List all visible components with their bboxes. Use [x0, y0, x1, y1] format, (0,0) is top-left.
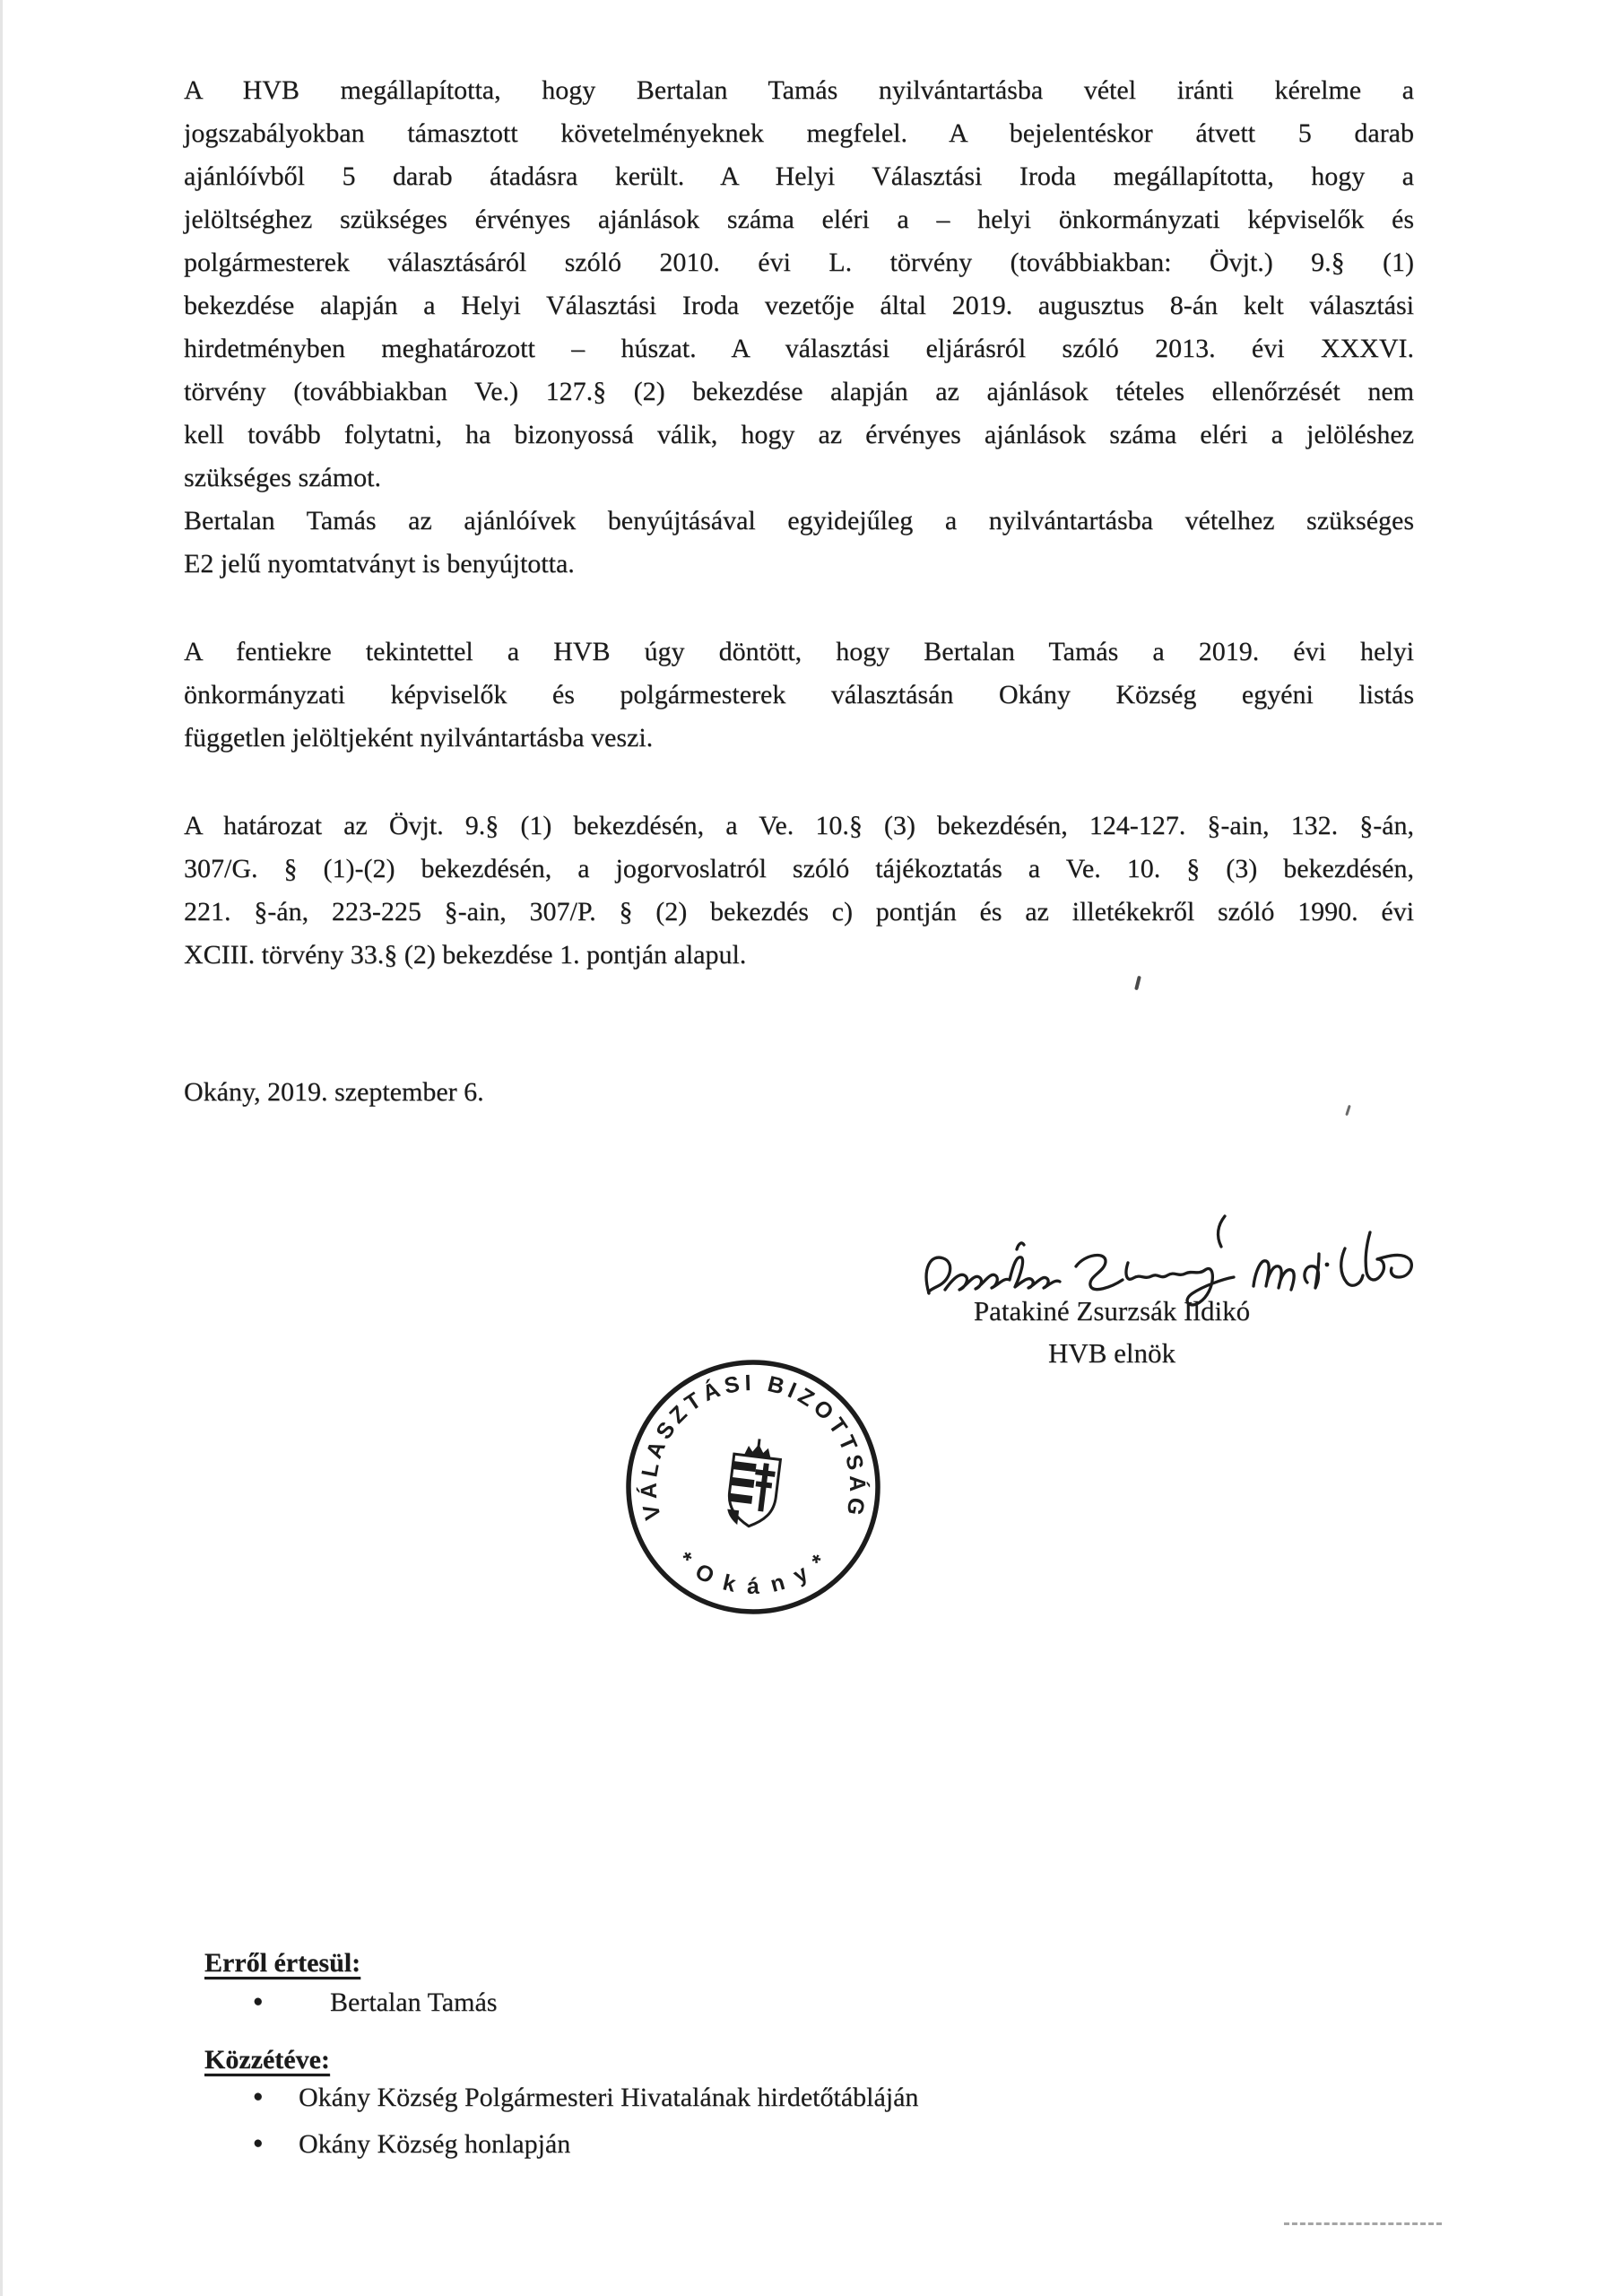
- publish-heading: Közzétéve:: [204, 2045, 330, 2074]
- text-line: jogszabályokban támasztott követelményeknek megfelel. A bejelentéskor átvett 5 darab: [184, 118, 1414, 148]
- text-line: A határozat az Övjt. 9.§ (1) bekezdésén, a Ve. 10.§ (3) bekezdésén, 124-127. §-ain, 132. §-án,: [184, 811, 1414, 840]
- text-line: ajánlóívből 5 darab átadásra került. A Helyi Választási Iroda megállapította, hogy a: [184, 161, 1414, 191]
- bullet-icon: ●: [253, 2134, 264, 2152]
- notify-heading: Erről értesül:: [204, 1948, 361, 1978]
- publish-item-text: Okány Község Polgármesteri Hivatalának hirdetőtábláján: [299, 2083, 919, 2112]
- date-line: Okány, 2019. szeptember 6.: [184, 1077, 484, 1107]
- text-line: A HVB megállapította, hogy Bertalan Tamás nyilvántartásba vétel iránti kérelme a: [184, 75, 1414, 105]
- signee-title: HVB elnök: [1047, 1337, 1176, 1369]
- stamp-bottom-text: * O k á n y *: [672, 1546, 834, 1600]
- bullet-icon: ●: [253, 1992, 264, 2011]
- text-line: E2 jelű nyomtatványt is benyújtotta.: [184, 549, 575, 578]
- text-line: bekezdése alapján a Helyi Választási Iroda vezetője által 2019. augusztus 8-án kelt választási: [184, 291, 1414, 320]
- text-line: A fentiekre tekintettel a HVB úgy döntött, hogy Bertalan Tamás a 2019. évi helyi: [184, 637, 1414, 666]
- publish-item-text: Okány Község honlapján: [299, 2129, 571, 2159]
- text-line: független jelöltjeként nyilvántartásba veszi.: [184, 723, 654, 752]
- text-line: polgármesterek választásáról szóló 2010. évi L. törvény (továbbiakban: Övjt.) 9.§ (1): [184, 248, 1414, 277]
- signature-strokes: [926, 1216, 1411, 1305]
- text-line: 307/G. § (1)-(2) bekezdésén, a jogorvoslatról szóló tájékoztatás a Ve. 10. § (3) bekezdésén,: [184, 854, 1414, 883]
- text-line: 221. §-án, 223-225 §-ain, 307/P. § (2) bekezdés c) pontján és az illetékekről szóló 1990. évi: [184, 897, 1414, 926]
- notify-item: [253, 1987, 497, 2018]
- text-line: kell tovább folytatni, ha bizonyossá válik, hogy az érvényes ajánlások száma eléri a jelöléshez: [184, 420, 1414, 449]
- text-line: XCIII. törvény 33.§ (2) bekezdése 1. pontján alapul.: [184, 940, 747, 970]
- text-line: Bertalan Tamás az ajánlóívek benyújtásával egyidejűleg a nyilvántartásba vételhez szükséges: [184, 506, 1414, 535]
- text-line: jelöltséghez szükséges érvényes ajánlások száma eléri a – helyi önkormányzati képviselők és: [184, 204, 1414, 234]
- stamp-top-text: VÁLASZTÁSI BIZOTTSÁG: [636, 1370, 871, 1523]
- text-line: hirdetményben meghatározott – húszat. A választási eljárásról szóló 2013. évi XXXVI.: [184, 334, 1414, 363]
- signee-name: Patakiné Zsurzsák Ildikó: [973, 1295, 1251, 1326]
- notify-item-text: Bertalan Tamás: [330, 1987, 498, 2017]
- coat-of-arms-icon: [725, 1436, 783, 1529]
- scan-artifact-speck: [1134, 976, 1141, 990]
- publish-item: [253, 2083, 918, 2113]
- publish-item: [253, 2129, 570, 2160]
- paragraph-findings: [184, 69, 1414, 586]
- scan-artifact-speck: [1345, 1105, 1351, 1116]
- bullet-icon: ●: [253, 2087, 264, 2106]
- paragraph-decision: [184, 631, 1414, 760]
- paragraph-legal-basis: [184, 804, 1414, 977]
- text-line: önkormányzati képviselők és polgármesterek választásán Okány Község egyéni listás: [184, 680, 1414, 709]
- scan-edge-shadow: [0, 0, 3, 2296]
- stamp-bottom-arc-text: [673, 1547, 834, 1599]
- text-line: törvény (továbbiakban Ve.) 127.§ (2) bekezdése alapján az ajánlások tételes ellenőrzését nem: [184, 377, 1414, 406]
- signature-block: [918, 1295, 1305, 1370]
- official-stamp: [620, 1354, 886, 1620]
- text-line: szükséges számot.: [184, 463, 381, 492]
- scan-artifact-dashes: [1284, 2222, 1442, 2225]
